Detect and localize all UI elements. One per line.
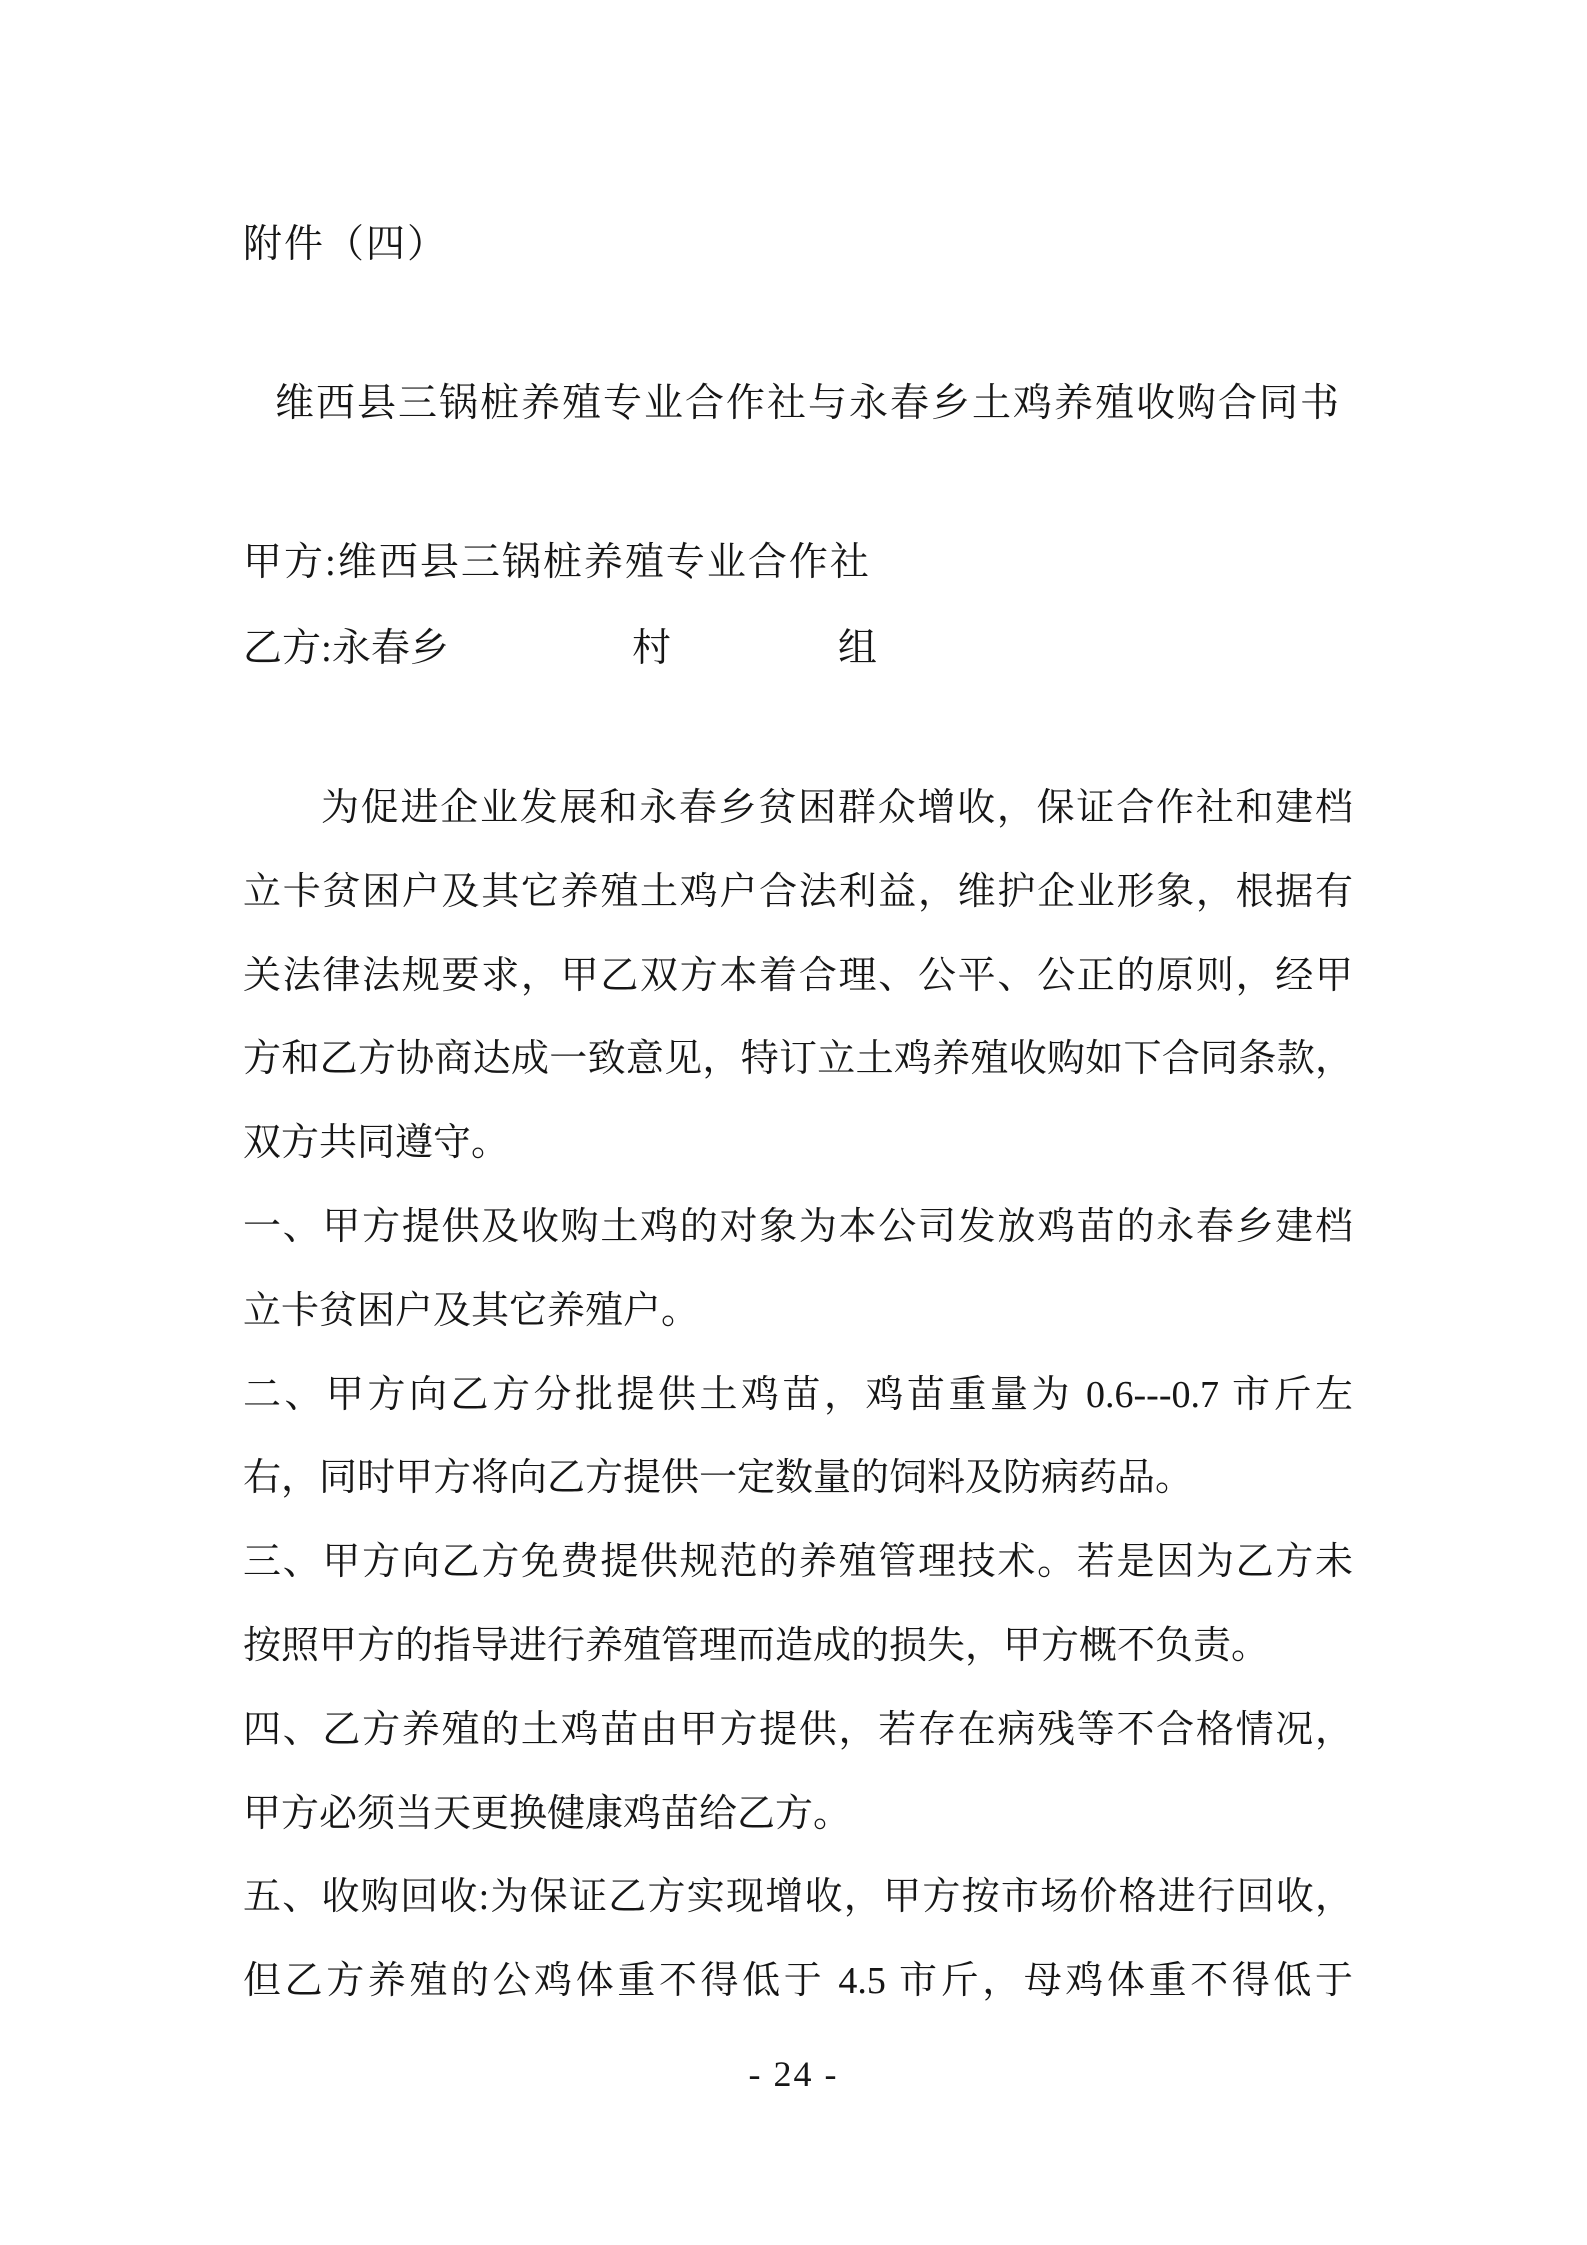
party-b-prefix: 乙方:永春乡: [243, 627, 449, 670]
body-line: 四、乙方养殖的土鸡苗由甲方提供，若存在病残等不合格情况，: [243, 1708, 1353, 1751]
page-number: - 24 -: [748, 2054, 839, 2094]
body-line: 按照甲方的指导进行养殖管理而造成的损失，甲方概不负责。: [243, 1624, 1270, 1667]
party-b-group-label: 组: [838, 627, 878, 670]
document-title: 维西县三锅桩养殖专业合作社与永春乡土鸡养殖收购合同书: [274, 382, 1341, 425]
body-line: 但乙方养殖的公鸡体重不得低于 4.5 市斤，母鸡体重不得低于: [243, 1960, 1353, 2003]
contract-body: [243, 767, 1353, 2024]
body-line: 右，同时甲方将向乙方提供一定数量的饲料及防病药品。: [243, 1457, 1194, 1500]
body-line: 二、甲方向乙方分批提供土鸡苗，鸡苗重量为 0.6---0.7 市斤左: [243, 1373, 1353, 1416]
body-line: 方和乙方协商达成一致意见，特订立土鸡养殖收购如下合同条款，: [243, 1038, 1353, 1081]
body-line: 双方共同遵守。: [243, 1122, 510, 1165]
party-b-line: [243, 625, 1443, 673]
body-line: 甲方必须当天更换健康鸡苗给乙方。: [243, 1792, 852, 1835]
body-line: 三、甲方向乙方免费提供规范的养殖管理技术。若是因为乙方未: [243, 1541, 1353, 1584]
body-line: 为促进企业发展和永春乡贫困群众增收，保证合作社和建档: [321, 787, 1353, 829]
body-line: 关法律法规要求，甲乙双方本着合理、公平、公正的原则，经甲: [243, 954, 1353, 997]
body-line: 立卡贫困户及其它养殖土鸡户合法利益，维护企业形象，根据有: [243, 870, 1353, 913]
body-line: 一、甲方提供及收购土鸡的对象为本公司发放鸡苗的永春乡建档: [243, 1205, 1353, 1248]
body-line: 立卡贫困户及其它养殖户。: [243, 1289, 700, 1332]
attachment-label: 附件（四）: [243, 223, 449, 266]
body-line: 五、收购回收:为保证乙方实现增收，甲方按市场价格进行回收，: [243, 1876, 1353, 1919]
party-a-line: 甲方:维西县三锅桩养殖专业合作社: [243, 541, 871, 584]
party-b-village-label: 村: [632, 627, 672, 670]
